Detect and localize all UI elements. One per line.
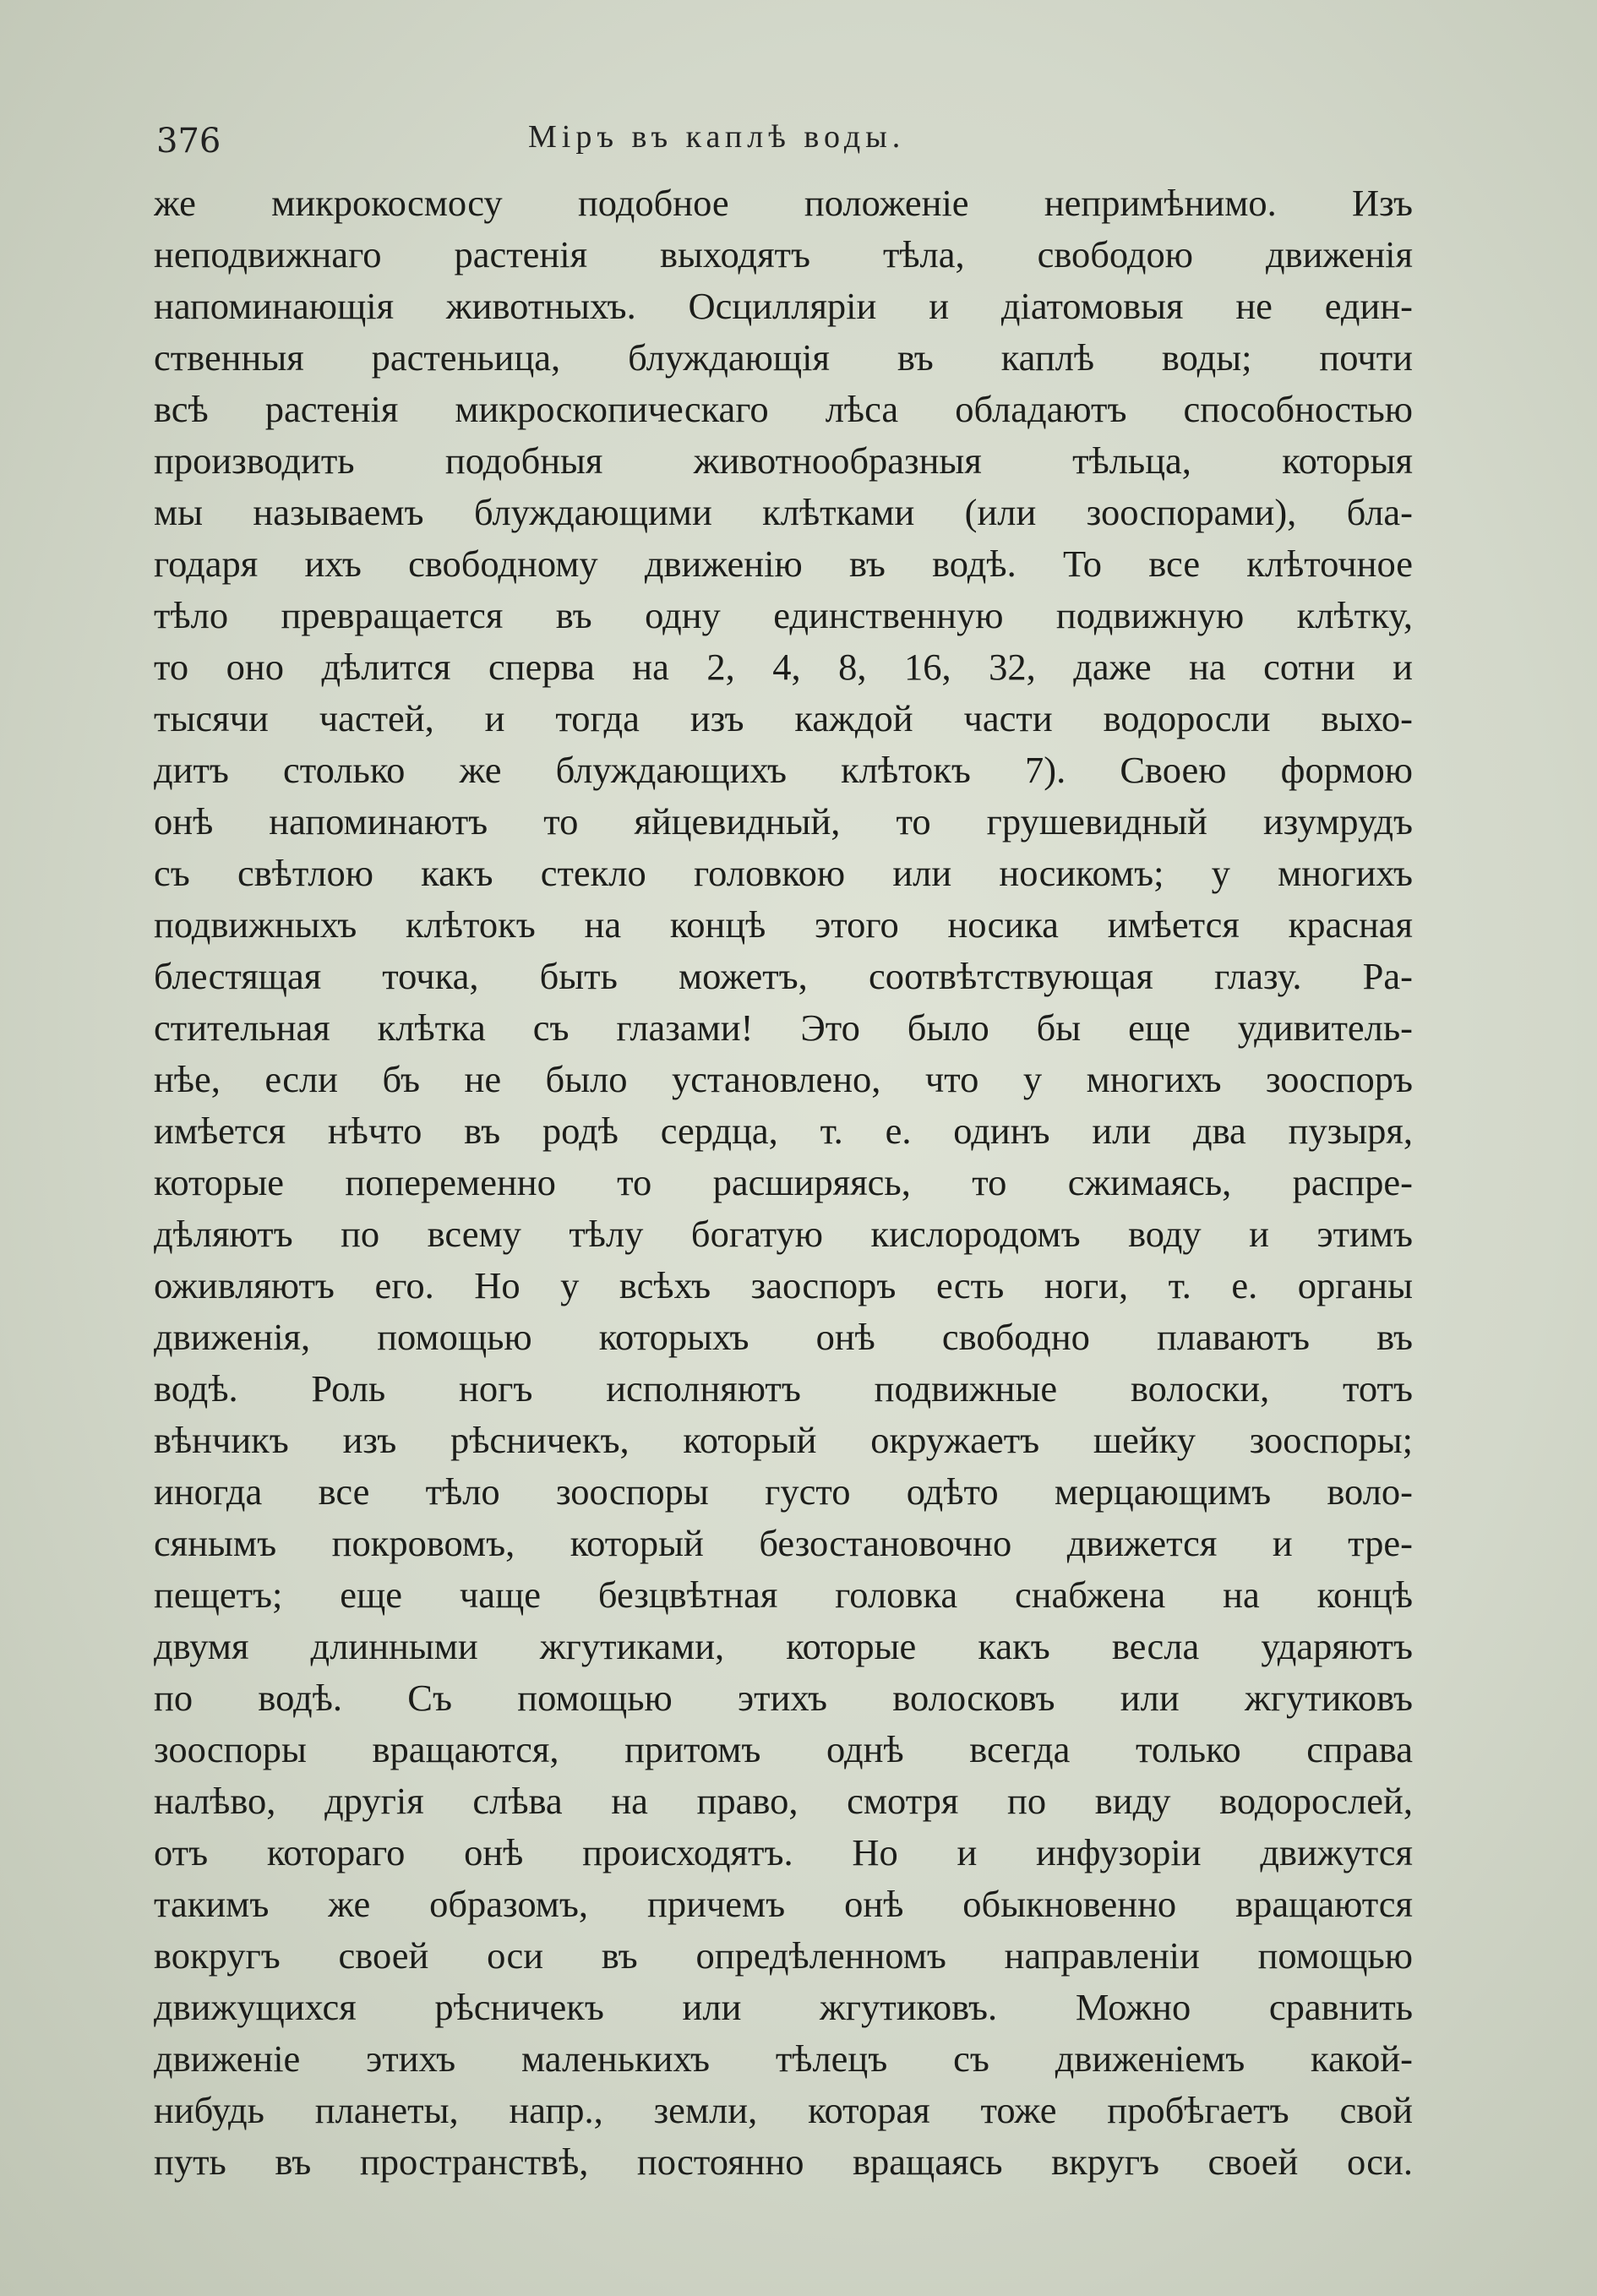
text-line: водѣ. Роль ногъ исполняютъ подвижные волоски, тотъ bbox=[154, 1367, 1413, 1410]
page-header bbox=[156, 108, 1420, 176]
text-line: сянымъ покровомъ, который безостановочно движется и тре- bbox=[154, 1522, 1413, 1564]
text-line: налѣво, другія слѣва на право, смотря по виду водорослей, bbox=[154, 1780, 1413, 1822]
page-number: 376 bbox=[156, 122, 221, 161]
text-line: отъ котораго онѣ происходятъ. Но и инфузоріи движутся bbox=[154, 1831, 1413, 1873]
running-title: Міръ въ каплѣ воды. bbox=[528, 119, 906, 155]
text-line: подвижныхъ клѣтокъ на концѣ этого носика имѣется красная bbox=[154, 903, 1413, 946]
text-line: производить подобныя животнообразныя тѣльца, которыя bbox=[154, 439, 1413, 482]
text-line: то оно дѣлится сперва на 2, 4, 8, 16, 32, даже на сотни и bbox=[154, 646, 1413, 688]
text-line: движущихся рѣсничекъ или жгутиковъ. Можно сравнить bbox=[154, 1986, 1413, 2028]
text-line: блестящая точка, быть можетъ, соотвѣтствующая глазу. Ра- bbox=[154, 955, 1413, 997]
text-line: годаря ихъ свободному движенію въ водѣ. То все клѣточное bbox=[154, 543, 1413, 585]
text-line: стительная клѣтка съ глазами! Это было бы еще удивитель- bbox=[154, 1006, 1413, 1049]
text-line: тѣло превращается въ одну единственную подвижную клѣтку, bbox=[154, 594, 1413, 636]
body-text bbox=[154, 177, 1413, 2188]
text-line: же микрокосмосу подобное положеніе непримѣнимо. Изъ bbox=[154, 182, 1413, 224]
text-line: всѣ растенія микроскопическаго лѣса обладаютъ способностью bbox=[154, 388, 1413, 430]
text-line: съ свѣтлою какъ стекло головкою или носикомъ; у многихъ bbox=[154, 852, 1413, 894]
text-line: движенія, помощью которыхъ онѣ свободно плаваютъ въ bbox=[154, 1316, 1413, 1358]
text-line: дитъ столько же блуждающихъ клѣтокъ 7). Своею формою bbox=[154, 749, 1413, 791]
text-line: движеніе этихъ маленькихъ тѣлецъ съ движеніемъ какой- bbox=[154, 2037, 1413, 2080]
text-line: имѣется нѣчто въ родѣ сердца, т. е. одинъ или два пузыря, bbox=[154, 1110, 1413, 1152]
text-line: иногда все тѣло зооспоры густо одѣто мерцающимъ воло- bbox=[154, 1470, 1413, 1513]
text-line: по водѣ. Съ помощью этихъ волосковъ или жгутиковъ bbox=[154, 1677, 1413, 1719]
text-line: двумя длинными жгутиками, которые какъ весла ударяютъ bbox=[154, 1625, 1413, 1667]
text-line: онѣ напоминаютъ то яйцевидный, то грушевидный изумрудъ bbox=[154, 800, 1413, 843]
text-line: нибудь планеты, напр., земли, которая тоже пробѣгаетъ свой bbox=[154, 2089, 1413, 2131]
text-line: путь въ пространствѣ, постоянно вращаясь вкругъ своей оси. bbox=[154, 2141, 1413, 2183]
text-line: такимъ же образомъ, причемъ онѣ обыкновенно вращаются bbox=[154, 1883, 1413, 1925]
text-line: ственныя растеньица, блуждающія въ каплѣ воды; почти bbox=[154, 336, 1413, 379]
text-line: пещетъ; еще чаще безцвѣтная головка снабжена на концѣ bbox=[154, 1573, 1413, 1616]
text-line: вокругъ своей оси въ опредѣленномъ направленіи помощью bbox=[154, 1934, 1413, 1977]
text-line: зооспоры вращаются, притомъ однѣ всегда только справа bbox=[154, 1728, 1413, 1770]
text-line: дѣляютъ по всему тѣлу богатую кислородомъ воду и этимъ bbox=[154, 1213, 1413, 1255]
text-line: которые попеременно то расширяясь, то сжимаясь, распре- bbox=[154, 1161, 1413, 1203]
text-line: неподвижнаго растенія выходятъ тѣла, свободою движенія bbox=[154, 233, 1413, 275]
text-line: вѣнчикъ изъ рѣсничекъ, который окружаетъ шейку зооспоры; bbox=[154, 1419, 1413, 1461]
text-line: тысячи частей, и тогда изъ каждой части водоросли выхо- bbox=[154, 697, 1413, 739]
text-line: оживляютъ его. Но у всѣхъ заоспоръ есть ноги, т. е. органы bbox=[154, 1264, 1413, 1306]
text-line: нѣе, если бъ не было установлено, что у многихъ зооспоръ bbox=[154, 1058, 1413, 1100]
text-line: напоминающія животныхъ. Осцилляріи и діатомовыя не един- bbox=[154, 285, 1413, 327]
text-line: мы называемъ блуждающими клѣтками (или зооспорами), бла- bbox=[154, 491, 1413, 533]
